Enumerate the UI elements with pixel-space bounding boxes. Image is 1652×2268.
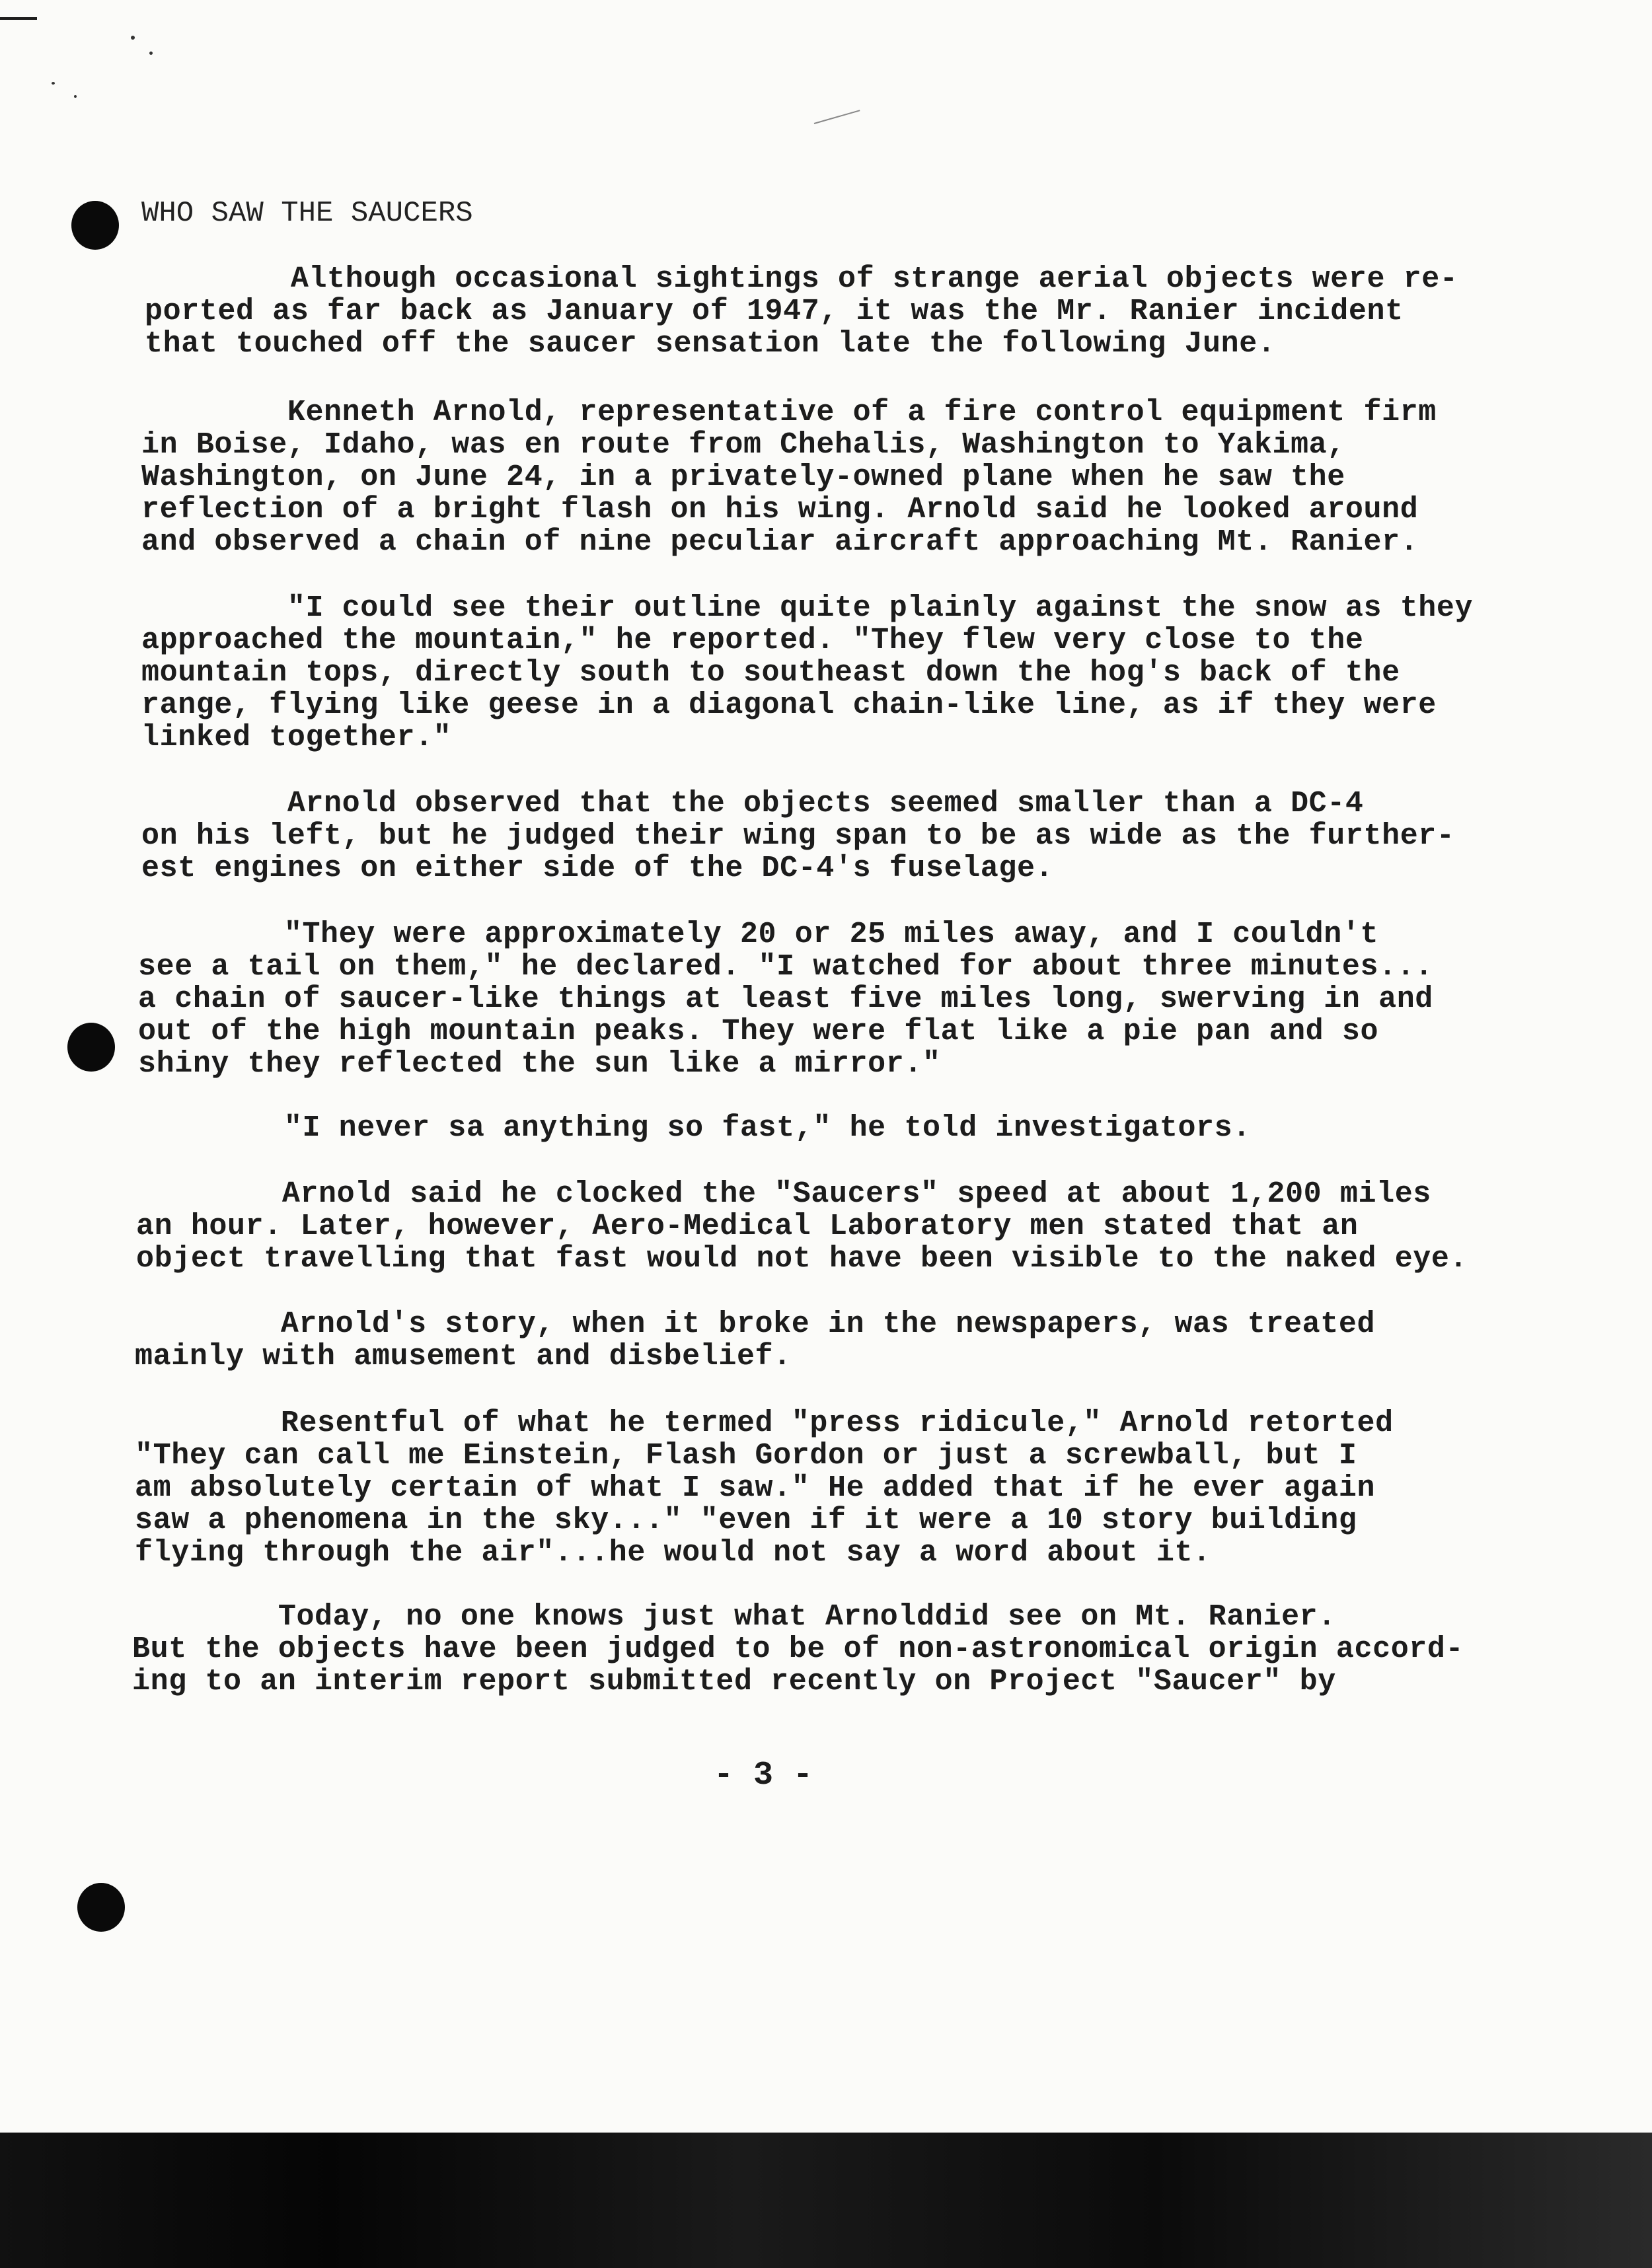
paragraph-project-saucer: Today, no one knows just what Arnolddid see on Mt. Ranier. But the objects have been judged to be of non-astronomical origin accord- ing to an interim report submitted recently on Project "Saucer" by [132, 1600, 1464, 1699]
paragraph-kenneth-arnold: Kenneth Arnold, representative of a fire control equipment firm in Boise, Idaho, was en route from Chehalis, Washington to Yakima, Washington, on June 24, in a privately-owned plane when he saw the reflection of a bright flash on his wing. Arnold said he looked around and observed a chain of nine peculiar aircraft approaching Mt. Ranier. [141, 396, 1437, 559]
pencil-mark [814, 110, 860, 124]
page-number: - 3 - [714, 1757, 813, 1794]
scan-edge-mark [0, 17, 37, 20]
paragraph-newspaper-reaction: Arnold's story, when it broke in the newspapers, was treated mainly with amusement and disbelief. [135, 1307, 1376, 1373]
punch-hole [71, 201, 119, 250]
scan-bottom-edge [0, 2133, 1652, 2268]
paragraph-sightings-intro: Although occasional sightings of strange aerial objects were re- ported as far back as January of 1947, it was the Mr. Ranier incident that touched off the saucer sensation late the following June. [145, 262, 1458, 361]
punch-hole [77, 1883, 125, 1932]
paragraph-never-so-fast: "I never sa anything so fast," he told investigators. [138, 1111, 1251, 1145]
scan-speck [131, 36, 135, 40]
scan-speck [149, 52, 153, 55]
scan-speck [74, 95, 77, 98]
paragraph-clocked-speed: Arnold said he clocked the "Saucers" speed at about 1,200 miles an hour. Later, however, Aero-Medical Laboratory men stated that an object travelling that fast would not have been visible to the naked eye. [136, 1177, 1468, 1276]
section-heading: WHO SAW THE SAUCERS [141, 197, 473, 230]
paragraph-arnold-quote-outline: "I could see their outline quite plainly against the snow as they approached the mountain," he reported. "They flew very close to the mountain tops, directly south to southeast down the hog's back of the range, flying like geese in a diagonal chain-like line, as if they were linked together." [141, 591, 1474, 754]
paragraph-press-ridicule: Resentful of what he termed "press ridicule," Arnold retorted "They can call me Einstein, Flash Gordon or just a screwball, but I am absolutely certain of what I saw." He added that if he ever again saw a phenomena in the sky..." "even if it were a 10 story building flying through the air"...he would not say a word about it. [135, 1407, 1394, 1570]
scan-speck [52, 82, 55, 85]
paragraph-arnold-quote-distance: "They were approximately 20 or 25 miles away, and I couldn't see a tail on them," he declared. "I watched for about three minutes... a chain of saucer-like things at least five miles long, swerving in and out of the high mountain peaks. They were flat like a pie pan and so shiny they reflected the sun like a mirror." [138, 918, 1433, 1081]
paragraph-dc4-comparison: Arnold observed that the objects seemed smaller than a DC-4 on his left, but he judged their wing span to be as wide as the further- est engines on either side of the DC-4's fuselage. [141, 787, 1455, 885]
punch-hole [67, 1023, 115, 1072]
